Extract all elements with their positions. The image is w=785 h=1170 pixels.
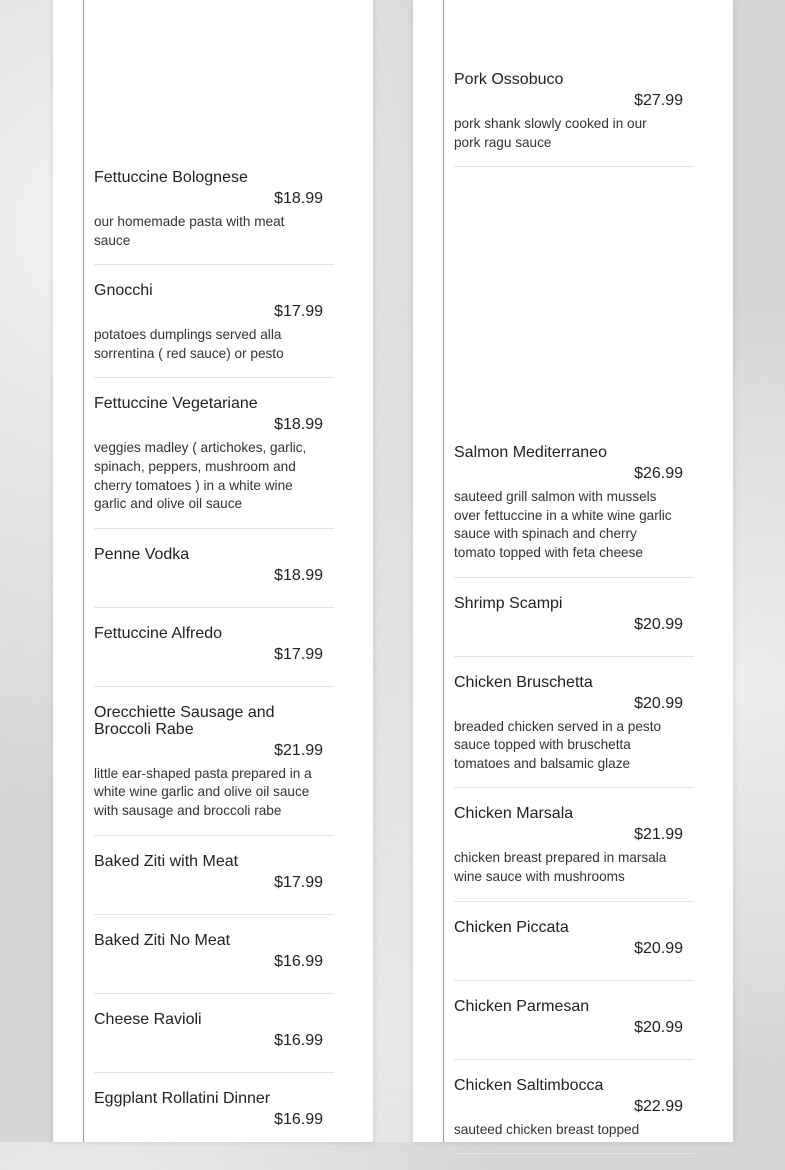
- menu-item-description: pork shank slowly cooked in our pork ragu sauce: [454, 116, 647, 150]
- menu-item-description: our homemade pasta with meat sauce: [94, 214, 285, 248]
- menu-item-description: breaded chicken served in a pesto sauce topped with bruschetta tomatoes and balsamic glaze: [454, 718, 662, 771]
- menu-item[interactable]: [94, 624, 334, 687]
- menu-item-name: Pork Ossobuco: [454, 71, 564, 88]
- menu-item[interactable]: [454, 997, 694, 1060]
- menu-item-padding: [94, 971, 334, 979]
- menu-item-padding: [454, 958, 694, 966]
- menu-item[interactable]: [94, 1010, 334, 1073]
- menu-item-price: $16.99: [274, 952, 323, 970]
- menu-item-name: Chicken Parmesan: [454, 997, 590, 1015]
- menu-item-price: $26.99: [634, 465, 683, 483]
- menu-spacer: [454, 183, 694, 443]
- menu-item-name: Penne Vodka: [94, 545, 190, 563]
- menu-item-price: $18.99: [274, 416, 323, 434]
- menu-item-price: $17.99: [274, 303, 323, 321]
- menu-item-name: Gnocchi: [94, 282, 153, 300]
- menu-item[interactable]: [454, 1076, 694, 1155]
- column-divider: [443, 0, 444, 1142]
- menu-group-top: [454, 70, 694, 167]
- menu-item-name: Orecchiette Sausage and Broccoli Rabe: [94, 703, 275, 738]
- menu-item-description: chicken breast prepared in marsala wine sauce with mushrooms: [454, 850, 667, 884]
- menu-item-name: Chicken Bruschetta: [454, 673, 593, 691]
- menu-list-left: [94, 168, 334, 1168]
- menu-item-price: $22.99: [634, 1097, 683, 1115]
- menu-item-price: $20.99: [634, 694, 683, 712]
- menu-panel-right: [413, 0, 733, 1142]
- menu-item-price: $17.99: [274, 645, 323, 663]
- menu-item[interactable]: [454, 443, 694, 577]
- menu-group-bottom: [454, 443, 694, 1154]
- menu-item-padding: [94, 585, 334, 593]
- menu-item[interactable]: [94, 703, 334, 836]
- menu-item[interactable]: [94, 852, 334, 915]
- menu-list-right: [454, 70, 694, 1170]
- menu-item[interactable]: [454, 918, 694, 981]
- menu-item-price: $27.99: [634, 92, 683, 109]
- menu-item[interactable]: [94, 168, 334, 265]
- menu-item-description: little ear-shaped pasta prepared in a white wine garlic and olive oil sauce with sausage and broccoli rabe: [94, 765, 312, 818]
- menu-item-name: Shrimp Scampi: [454, 594, 563, 612]
- menu-item[interactable]: [94, 545, 334, 608]
- menu-item-name: Salmon Mediterraneo: [454, 444, 607, 462]
- menu-item-price: $18.99: [274, 566, 323, 584]
- menu-item-name: Chicken Piccata: [454, 918, 569, 936]
- menu-item[interactable]: [94, 281, 334, 378]
- menu-item-padding: [94, 1050, 334, 1058]
- menu-item-name: Baked Ziti No Meat: [94, 931, 231, 949]
- menu-item-padding: [454, 634, 694, 642]
- menu-item-description: sauteed grill salmon with mussels over fettuccine in a white wine garlic sauce with spinach and cherry tomato topped with feta cheese: [454, 489, 672, 560]
- menu-item-padding: [94, 664, 334, 672]
- menu-item-name: Baked Ziti with Meat: [94, 852, 239, 870]
- menu-item-name: Fettuccine Bolognese: [94, 169, 248, 186]
- menu-item-price: $18.99: [274, 190, 323, 207]
- menu-item-description: veggies madley ( artichokes, garlic, spinach, peppers, mushroom and cherry tomatoes ) in a white wine garlic and olive oil sauce: [94, 440, 307, 512]
- menu-item-name: Eggplant Rollatini Dinner: [94, 1089, 271, 1107]
- menu-item-price: $21.99: [274, 741, 323, 759]
- menu-item[interactable]: [454, 70, 694, 167]
- menu-item-price: $16.99: [274, 1031, 323, 1049]
- menu-item-price: $17.99: [274, 873, 323, 891]
- menu-item-padding: [454, 1037, 694, 1045]
- menu-item-padding: [94, 1129, 334, 1137]
- menu-item[interactable]: [454, 673, 694, 789]
- menu-item-name: Chicken Saltimbocca: [454, 1076, 604, 1094]
- menu-item-name: Cheese Ravioli: [94, 1010, 202, 1028]
- menu-item-name: Fettuccine Alfredo: [94, 624, 223, 642]
- menu-item-price: $20.99: [634, 615, 683, 633]
- menu-item[interactable]: [454, 804, 694, 901]
- menu-item[interactable]: [94, 394, 334, 528]
- menu-item-description: sauteed chicken breast topped: [454, 1121, 640, 1137]
- menu-item-price: $21.99: [634, 826, 683, 844]
- menu-item-description: potatoes dumplings served alla sorrentina ( red sauce) or pesto: [94, 327, 284, 361]
- menu-item-name: Chicken Marsala: [454, 805, 574, 823]
- menu-item-padding: [94, 892, 334, 900]
- menu-item-price: $20.99: [634, 939, 683, 957]
- menu-panel-left: [53, 0, 373, 1142]
- menu-item[interactable]: [94, 931, 334, 994]
- column-divider: [83, 0, 84, 1142]
- menu-item-name: Fettuccine Vegetariane: [94, 395, 258, 413]
- menu-item[interactable]: [94, 1089, 334, 1152]
- menu-item[interactable]: [454, 594, 694, 657]
- menu-item-price: $16.99: [274, 1110, 323, 1128]
- menu-item-price: $20.99: [634, 1018, 683, 1036]
